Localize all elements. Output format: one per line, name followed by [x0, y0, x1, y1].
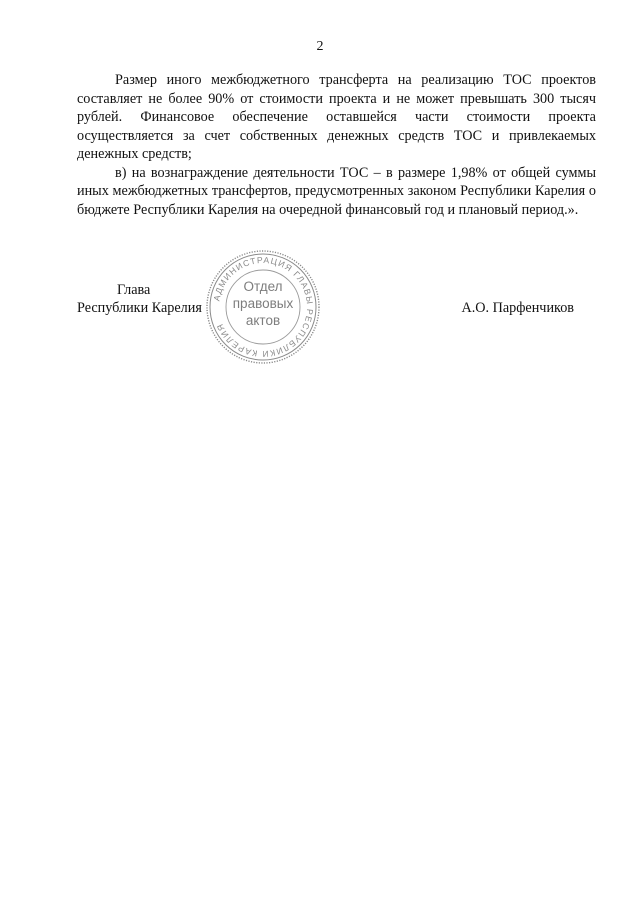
- stamp-center-text: [204, 278, 322, 329]
- signatory-title-line2: Республики Карелия: [77, 300, 202, 316]
- signatory-title-line1: Глава: [117, 282, 151, 298]
- signatory-name: А.О. Парфенчиков: [461, 300, 574, 316]
- stamp-line3: актов: [245, 313, 281, 328]
- official-stamp: [204, 248, 322, 366]
- stamp-ring-text: АДМИНИСТРАЦИЯ ГЛАВЫ РЕСПУБЛИКИ КАРЕЛИЯ: [211, 254, 316, 360]
- page-number: 2: [316, 39, 324, 54]
- paragraph-reward: в) на вознаграждение деятельности ТОС – в размере 1,98% от общей суммы иных межбюджетных трансфертов, предусмотренных законом Республики Карелия о бюджете Республики Карелия на очередной финансовый год и плановый период.».: [77, 164, 596, 218]
- stamp-line1: Отдел: [243, 279, 283, 294]
- paragraph-transfer-size: Размер иного межбюджетного трансферта на реализацию ТОС проектов составляет не более 90% от стоимости проекта и не может превышать 300 тысяч рублей. Финансовое обеспечение оставшейся части стоимости проекта осуществляется за счет собственных денежных средств ТОС и привлекаемых денежных средств;: [77, 72, 596, 162]
- document-body: [77, 71, 596, 219]
- signature-block: [77, 281, 596, 371]
- stamp-line2: правовых: [232, 296, 294, 311]
